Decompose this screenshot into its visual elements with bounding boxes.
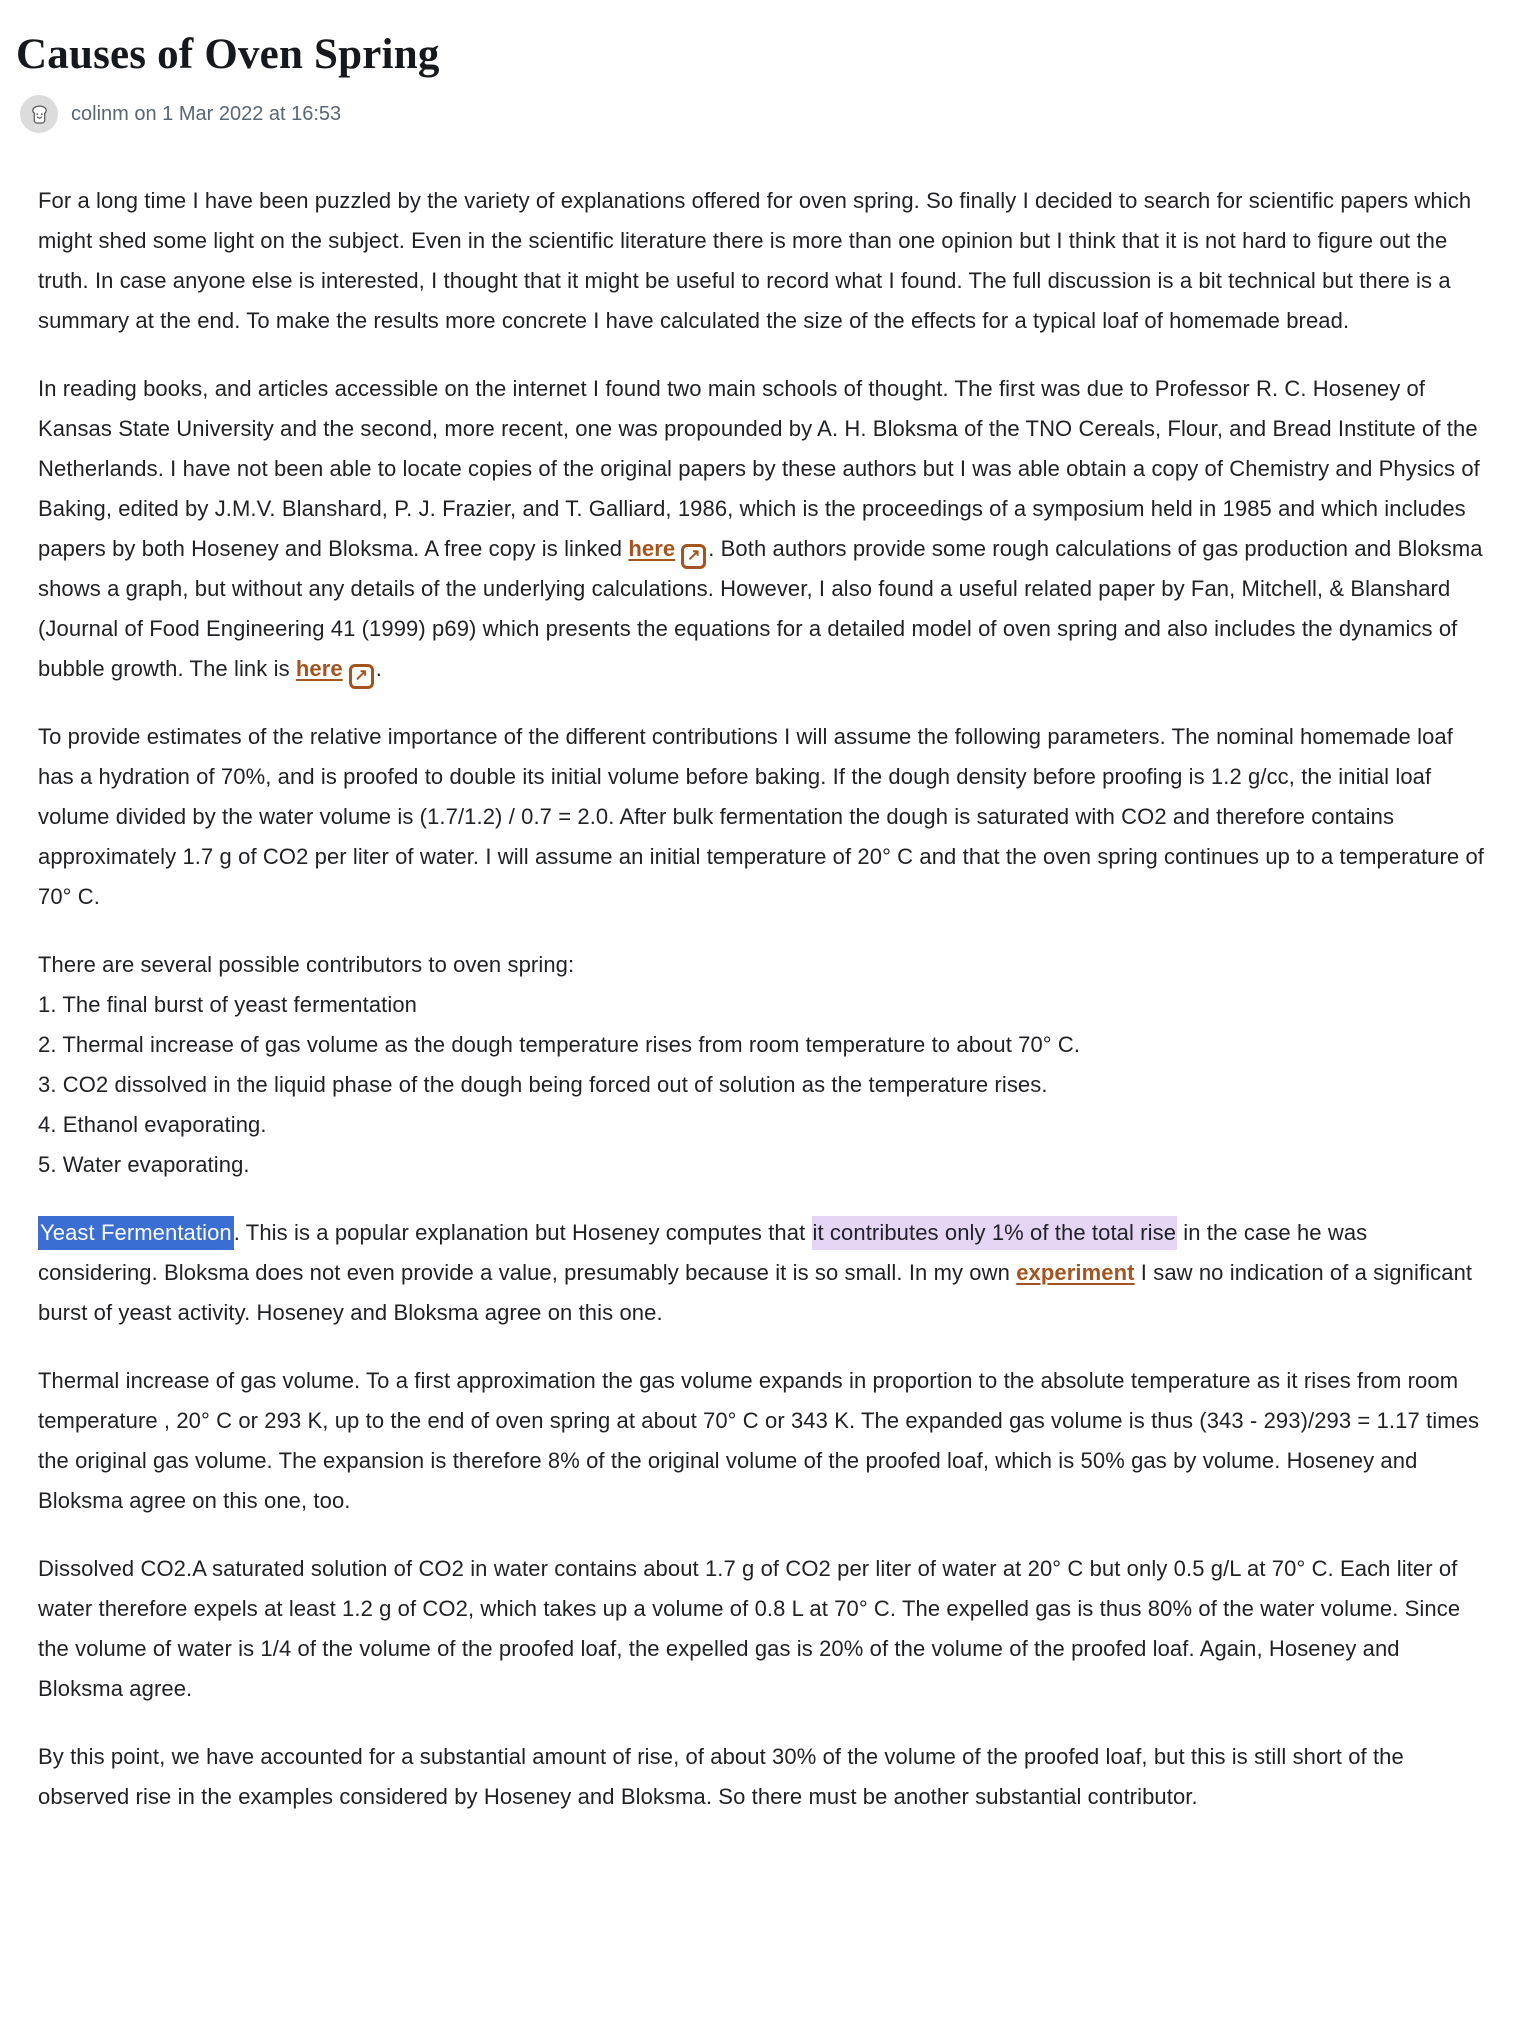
external-link-icon[interactable]: ↗ xyxy=(681,544,706,569)
paragraph-intro xyxy=(38,181,1490,341)
selected-text: Yeast Fermentation xyxy=(38,1216,234,1250)
avatar[interactable] xyxy=(20,95,58,133)
list-line: There are several possible contributors to oven spring: xyxy=(38,952,575,978)
byline-author-date[interactable]: colinm on 1 Mar 2022 at 16:53 xyxy=(71,102,342,125)
paragraph-yeast-fermentation xyxy=(38,1213,1490,1333)
text-run: To provide estimates of the relative importance of the different contributions I will assume the following parameters. The nominal homemade loaf has a hydration of 70%, and is proofed to double its initial volume before baking. If the dough density before proofing is 1.2 g/cc, the initial loaf volume divided by the water volume is (1.7/1.2) / 0.7 = 2.0. After bulk fermentation the dough is saturated with CO2 and therefore contains approximately 1.7 g of CO2 per liter of water. I will assume an initial temperature of 20° C and that the oven spring continues up to a temperature of 70° C. xyxy=(38,724,1485,910)
text-run: . Both authors provide some rough calculations of gas production and Bloksma shows a graph, but without any details of the underlying calculations. However, I also found a useful related paper by Fan, Mitchell, & Blanshard (Journal of Food Engineering 41 (1999) p69) which presents the equations for a detailed model of oven spring and also includes the dynamics of bubble growth. The link is xyxy=(38,536,1483,682)
text-run: I saw no indication of a significant burst of yeast activity. Hoseney and Bloksma agree on this one. xyxy=(38,1260,1473,1326)
paragraph-summary-so-far xyxy=(38,1737,1490,1817)
text-run: For a long time I have been puzzled by the variety of explanations offered for oven spring. So finally I decided to search for scientific papers which might shed some light on the subject. Even in the scientific literature there is more than one opinion but I think that it is not hard to figure out the truth. In case anyone else is interested, I thought that it might be useful to record what I found. The full discussion is a bit technical but there is a summary at the end. To make the results more concrete I have calculated the size of the effects for a typical loaf of homemade bread. xyxy=(38,188,1472,334)
list-line: 3. CO2 dissolved in the liquid phase of the dough being forced out of solution as the temperature rises. xyxy=(38,1072,1048,1098)
byline xyxy=(20,95,1490,133)
text-run: In reading books, and articles accessible on the internet I found two main schools of thought. The first was due to Professor R. C. Hoseney of Kansas State University and the second, more recent, one was propounded by A. H. Bloksma of the TNO Cereals, Flour, and Bread Institute of the Netherlands. I have not been able to locate copies of the original papers by these authors but I was able obtain a copy of Chemistry and Physics of Baking, edited by J.M.V. Blanshard, P. J. Frazier, and T. Galliard, 1986, which is the proceedings of a symposium held in 1985 and which includes papers by both Hoseney and Bloksma. A free copy is linked xyxy=(38,376,1480,562)
paragraph-dissolved-co2 xyxy=(38,1549,1490,1709)
post-body xyxy=(38,181,1490,1817)
text-run: . xyxy=(375,656,382,682)
bread-slice-icon xyxy=(28,103,51,126)
text-run: Thermal increase of gas volume. To a first approximation the gas volume expands in proportion to the absolute temperature as it rises from room temperature , 20° C or 293 K, up to the end of oven spring at about 70° C or 343 K. The expanded gas volume is thus (343 - 293)/293 = 1.17 times the original gas volume. The expansion is therefore 8% of the original volume of the proofed loaf, which is 50% gas by volume. Hoseney and Bloksma agree on this one, too. xyxy=(38,1368,1480,1514)
list-line: 2. Thermal increase of gas volume as the dough temperature rises from room temperature to about 70° C. xyxy=(38,1032,1081,1058)
paragraph-schools-of-thought xyxy=(38,369,1490,689)
text-run: By this point, we have accounted for a substantial amount of rise, of about 30% of the volume of the proofed loaf, but this is still short of the observed rise in the examples considered by Hoseney and Bloksma. So there must be another substantial contributor. xyxy=(38,1744,1404,1810)
list-line: 4. Ethanol evaporating. xyxy=(38,1112,267,1138)
paragraph-parameters xyxy=(38,717,1490,917)
inline-link[interactable]: here xyxy=(295,656,343,682)
text-run: . This is a popular explanation but Hoseney computes that xyxy=(233,1220,812,1246)
text-run: Dissolved CO2.A saturated solution of CO2 in water contains about 1.7 g of CO2 per liter of water at 20° C but only 0.5 g/L at 70° C. Each liter of water therefore expels at least 1.2 g of CO2, which takes up a volume of 0.8 L at 70° C. The expelled gas is thus 80% of the water volume. Since the volume of water is 1/4 of the volume of the proofed loaf, the expelled gas is 20% of the volume of the proofed loaf. Again, Hoseney and Bloksma agree. xyxy=(38,1556,1461,1702)
page-title: Causes of Oven Spring xyxy=(16,31,440,78)
external-link-icon[interactable]: ↗ xyxy=(349,664,374,689)
list-line: 5. Water evaporating. xyxy=(38,1152,250,1178)
list-line: 1. The final burst of yeast fermentation xyxy=(38,992,418,1018)
text-run: in the case he was considering. Bloksma does not even provide a value, presumably because it is so small. In my own xyxy=(38,1220,1368,1286)
contributors-list xyxy=(38,945,1490,1185)
highlighted-text: it contributes only 1% of the total rise xyxy=(812,1216,1178,1250)
inline-link[interactable]: here xyxy=(628,536,676,562)
paragraph-thermal-increase xyxy=(38,1361,1490,1521)
inline-link[interactable]: experiment xyxy=(1016,1260,1135,1286)
